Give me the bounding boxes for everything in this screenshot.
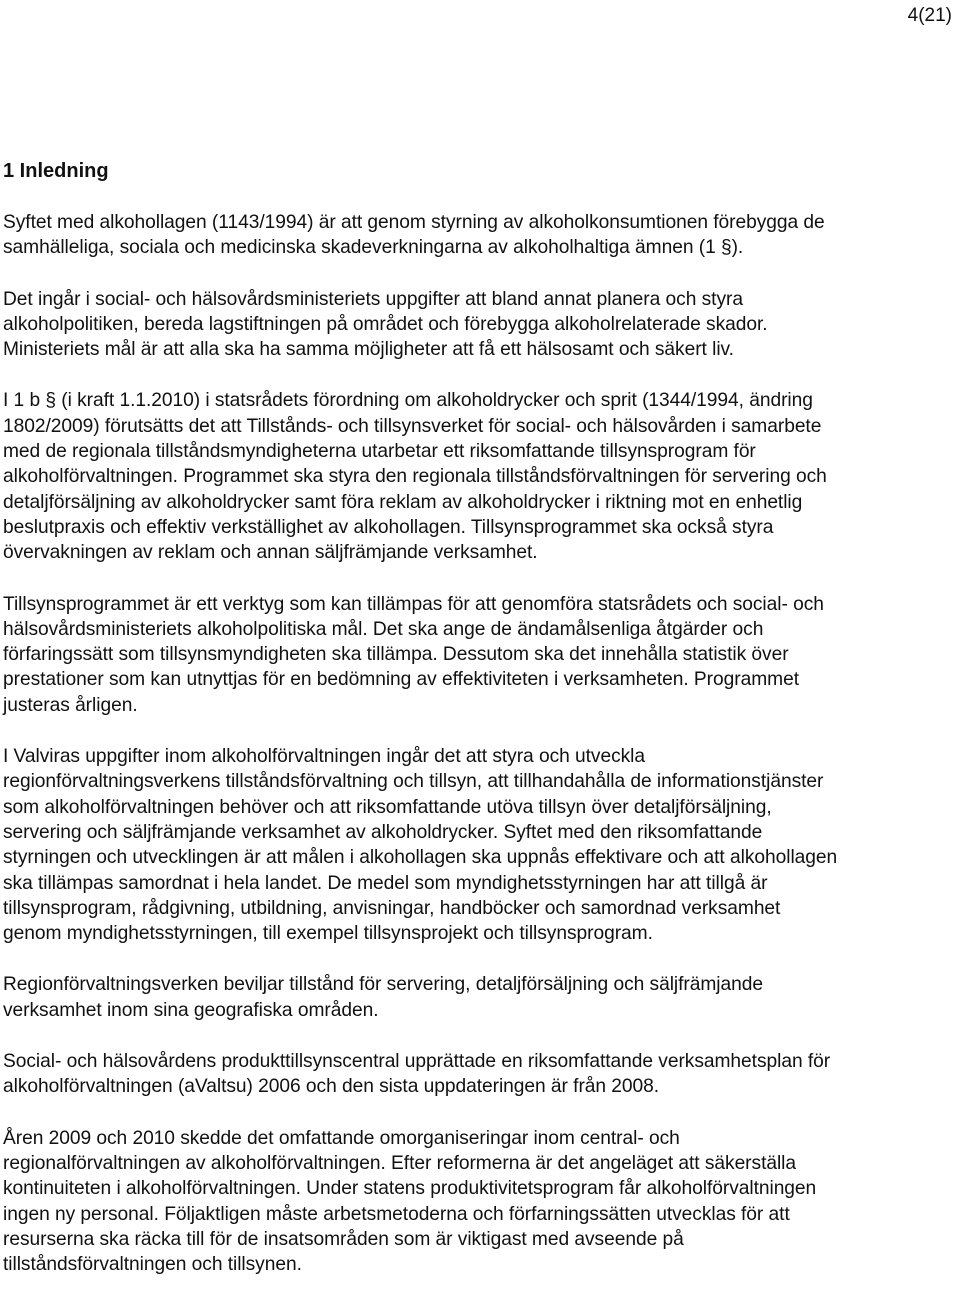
text-line: kontinuiteten i alkoholförvaltningen. Under statens produktivitetsprogram får alkoholförvaltningen: [3, 1178, 817, 1200]
text-line: ska tillämpas samordnat i hela landet. De medel som myndighetsstyrningen har att tillgå är: [3, 872, 768, 894]
text-line: Ministeriets mål är att alla ska ha samma möjligheter att få ett hälsosamt och säkert liv.: [3, 339, 734, 361]
text-line: tillsynsprogram, rådgivning, utbildning, anvisningar, handböcker och samordnad verksamhet: [3, 897, 781, 919]
text-line: Regionförvaltningsverken beviljar tillstånd för servering, detaljförsäljning och säljfrämjande: [3, 974, 763, 996]
text-line: servering och säljfrämjande verksamhet av alkoholdrycker. Syftet med den riksomfattande: [3, 821, 763, 843]
text-line: alkoholförvaltningen. Programmet ska styra den regionala tillståndsförvaltningen för servering och: [3, 466, 827, 488]
text-line: alkoholförvaltningen (aValtsu) 2006 och den sista uppdateringen är från 2008.: [3, 1076, 660, 1098]
text-line: med de regionala tillståndsmyndigheterna utarbetar ett riksomfattande tillsynsprogram för: [3, 441, 756, 463]
paragraph-ministry: [3, 287, 958, 363]
paragraph-program-tool: [3, 592, 958, 718]
text-line: Syftet med alkohollagen (1143/1994) är att genom styrning av alkoholkonsumtionen förebygga de: [3, 212, 825, 233]
text-line: resurserna ska räcka till för de insatsområden som är viktigast med avseende på: [3, 1228, 684, 1250]
document-body: [3, 158, 958, 1303]
text-line: 1802/2009) förutsätts det att Tillstånds- och tillsynsverket för social- och hälsovården i samarbete: [3, 415, 822, 437]
text-line: övervakningen av reklam och annan säljfrämjande verksamhet.: [3, 542, 538, 564]
page-number: 4(21): [907, 5, 952, 26]
paragraph-reorganisation: [3, 1126, 958, 1278]
text-line: styrningen och utvecklingen är att målen i alkohollagen ska uppnås effektivare och att alkohollagen: [3, 847, 838, 869]
text-line: hälsovårdsministeriets alkoholpolitiska mål. Det ska ange de ändamålsenliga åtgärder och: [3, 618, 764, 640]
text-line: förfaringssätt som tillsynsmyndigheten ska tillämpa. Dessutom ska det innehålla statistik över: [3, 644, 789, 666]
text-line: justeras årligen.: [3, 694, 138, 716]
paragraph-regional-agencies: [3, 972, 958, 1023]
text-line: regionförvaltningsverkens tillståndsförvaltning och tillsyn, att tillhandahålla de informationstjänster: [3, 771, 824, 793]
paragraph-regulation: [3, 388, 958, 565]
text-line: ingen ny personal. Följaktligen måste arbetsmetoderna och förfarningssätten utvecklas för att: [3, 1203, 790, 1225]
text-line: Det ingår i social- och hälsovårdsministeriets uppgifter att bland annat planera och styra: [3, 288, 743, 310]
text-line: beslutpraxis och effektiv verkställighet av alkohollagen. Tillsynsprogrammet ska också styra: [3, 516, 774, 538]
text-line: I 1 b § (i kraft 1.1.2010) i statsrådets förordning om alkoholdrycker och sprit (1344/1994, ändring: [3, 390, 813, 412]
text-line: genom myndighetsstyrningen, till exempel tillsynsprojekt och tillsynsprogram.: [3, 923, 653, 945]
text-line: samhälleliga, sociala och medicinska skadeverkningarna av alkoholhaltiga ämnen (1 §).: [3, 237, 744, 259]
text-line: regionalförvaltningen av alkoholförvaltningen. Efter reformerna är det angeläget att säkerställa: [3, 1152, 797, 1174]
text-line: prestationer som kan utnyttjas för en bedömning av effektiviteten i verksamheten. Programmet: [3, 669, 799, 691]
text-line: Social- och hälsovårdens produkttillsynscentral upprättade en riksomfattande verksamhetsplan för: [3, 1051, 831, 1073]
text-line: Åren 2009 och 2010 skedde det omfattande omorganiseringar inom central- och: [3, 1127, 680, 1149]
text-line: verksamhet inom sina geografiska områden.: [3, 999, 379, 1021]
text-line: detaljförsäljning av alkoholdrycker samt föra reklam av alkoholdrycker i riktning mot en enhetlig: [3, 491, 803, 513]
text-line: Tillsynsprogrammet är ett verktyg som kan tillämpas för att genomföra statsrådets och social- och: [3, 593, 824, 615]
text-line: alkoholpolitiken, bereda lagstiftningen på området och förebygga alkoholrelaterade skador.: [3, 313, 768, 335]
text-line: I Valviras uppgifter inom alkoholförvaltningen ingår det att styra och utveckla: [3, 746, 646, 768]
paragraph-purpose: [3, 210, 958, 261]
text-line: tillståndsförvaltningen och tillsynen.: [3, 1254, 302, 1276]
paragraph-valvira: [3, 744, 958, 946]
paragraph-product-control: [3, 1049, 958, 1100]
section-heading: 1 Inledning: [3, 160, 109, 182]
text-line: som alkoholförvaltningen behöver och att riksomfattande utöva tillsyn över detaljförsäljning,: [3, 796, 772, 818]
